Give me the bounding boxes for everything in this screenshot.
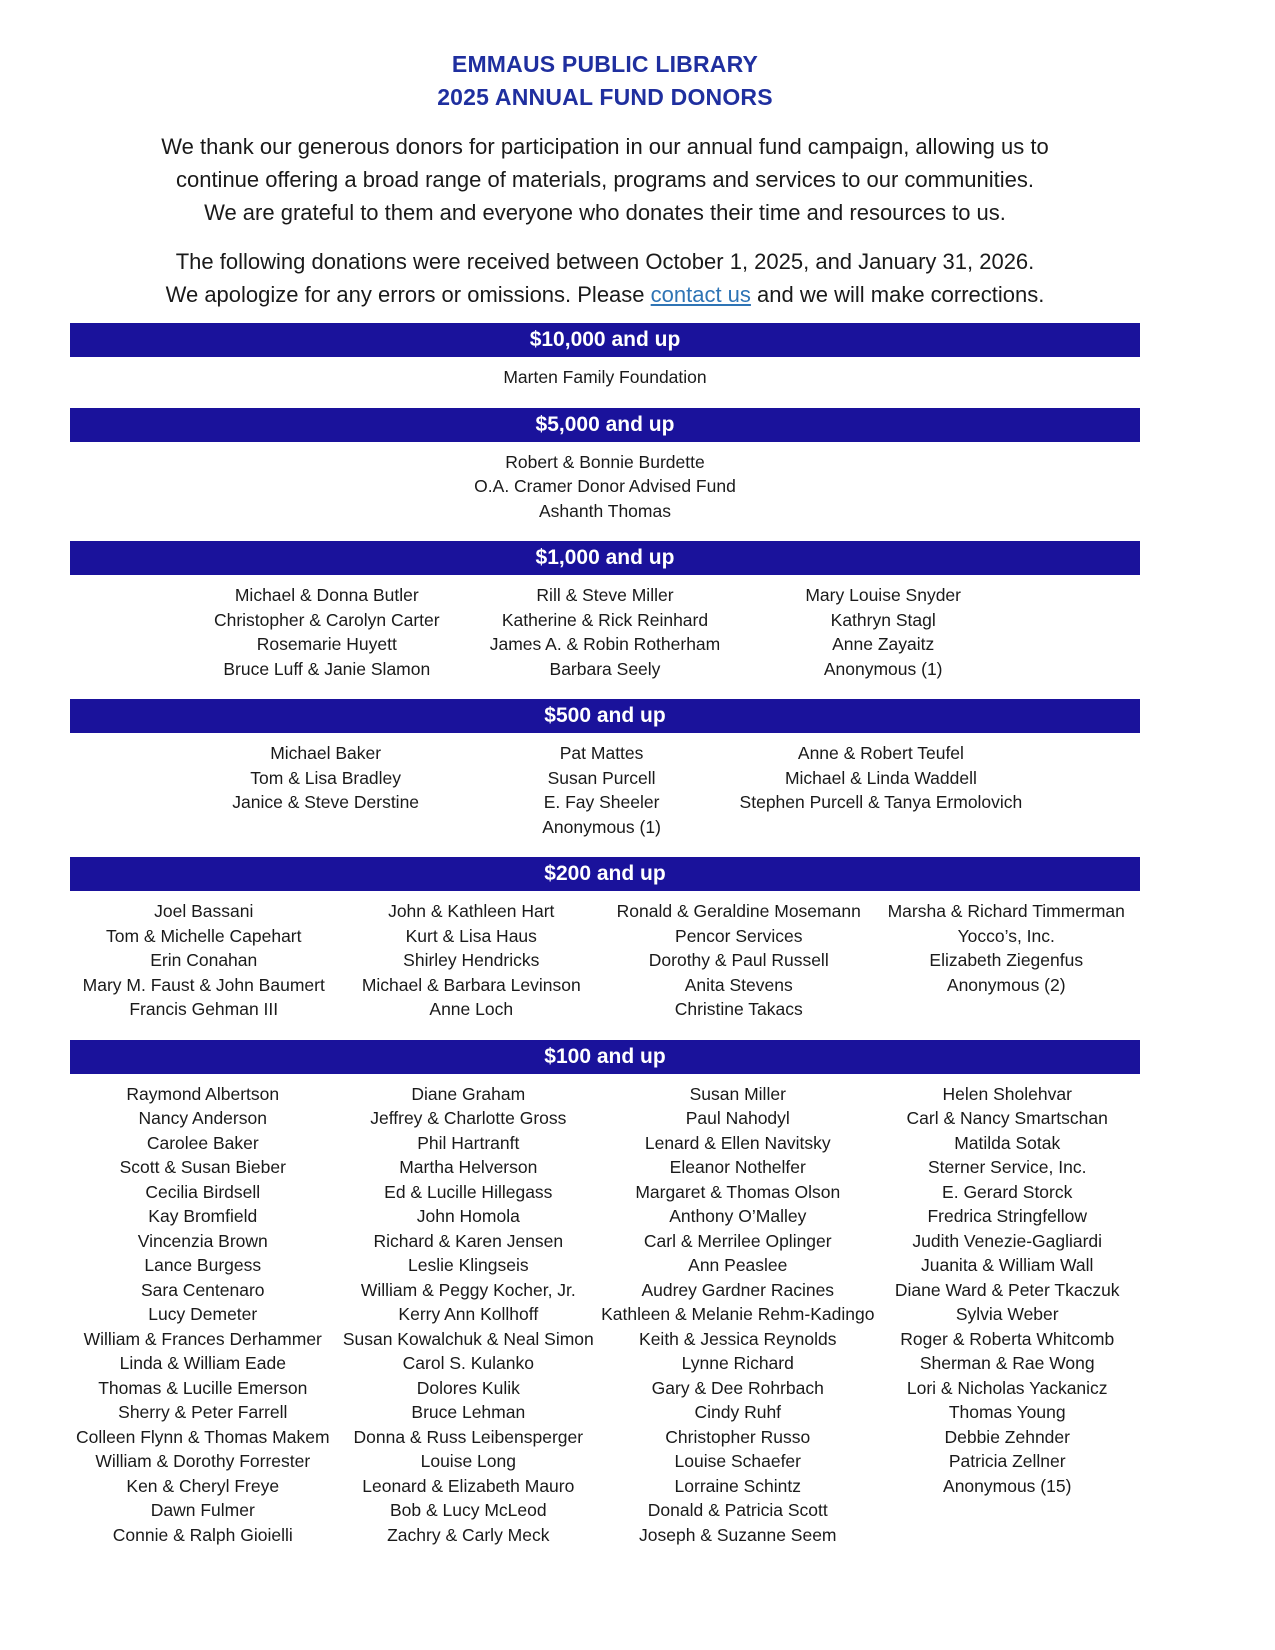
section-banner: [70, 1040, 1140, 1074]
donor-name: Lenard & Ellen Navitsky: [644, 1132, 831, 1153]
page-title-line1: EMMAUS PUBLIC LIBRARY: [451, 51, 759, 77]
donor-column: [873, 899, 1141, 1022]
donor-name: Kurt & Lisa Haus: [405, 925, 537, 946]
donor-name: O.A. Cramer Donor Advised Fund: [474, 476, 736, 496]
donor-column: [188, 583, 466, 681]
donor-name: Rill & Steve Miller: [536, 585, 674, 605]
donor-name: Linda & William Eade: [119, 1353, 286, 1373]
donor-name: Stephen Purcell & Tanya Ermolovich: [739, 792, 1023, 812]
donor-name: Joel Bassani: [154, 901, 254, 921]
donor-name: Kathleen & Melanie Rehm-Kadingo: [601, 1304, 875, 1324]
donor-name: Carol S. Kulanko: [402, 1353, 534, 1373]
section-banner-label: $10,000 and up: [529, 328, 681, 351]
section-banner-label: $500 and up: [544, 704, 666, 727]
donor-name: Colleen Flynn & Thomas Makem: [76, 1426, 330, 1447]
donor-name: Sara Centenaro: [140, 1279, 265, 1300]
donor-name: Carolee Baker: [146, 1132, 259, 1153]
donor-name: Lori & Nicholas Yackanicz: [906, 1377, 1108, 1398]
donor-name: Michael & Barbara Levinson: [361, 974, 581, 995]
donor-name: Leslie Klingseis: [407, 1255, 529, 1275]
donor-name: Thomas & Lucille Emerson: [98, 1377, 308, 1398]
donor-name: Carl & Nancy Smartschan: [906, 1108, 1108, 1128]
intro-line-2: continue offering a broad range of materials, programs and services to our communities.: [175, 167, 1035, 192]
donor-name: Anthony O’Malley: [669, 1206, 807, 1226]
donor-name: Susan Purcell: [547, 767, 656, 788]
donor-name: Christine Takacs: [674, 999, 803, 1019]
donor-name: Audrey Gardner Racines: [641, 1279, 835, 1300]
donor-name: Francis Gehman III: [129, 999, 279, 1019]
donor-name: Louise Schaefer: [674, 1451, 801, 1471]
section-banner-label: $100 and up: [544, 1044, 666, 1068]
donor-name: Patricia Zellner: [948, 1451, 1066, 1471]
donor-name: William & Frances Derhammer: [83, 1328, 322, 1349]
donor-name: Kay Bromfield: [148, 1206, 258, 1226]
donor-section: [70, 1040, 1140, 1554]
donor-name: Kathryn Stagl: [830, 609, 936, 630]
donor-name: Sterner Service, Inc.: [927, 1157, 1087, 1177]
donor-name: Bob & Lucy McLeod: [389, 1500, 547, 1520]
donor-name: E. Gerard Storck: [942, 1181, 1073, 1202]
dates-line-2: [70, 278, 1140, 311]
section-banner: [70, 323, 1140, 357]
donor-column: [188, 741, 464, 839]
donor-name: Bruce Luff & Janie Slamon: [223, 658, 431, 679]
donor-name: Donald & Patricia Scott: [647, 1500, 828, 1520]
donor-name: Helen Sholehvar: [942, 1083, 1072, 1104]
donor-name: Raymond Albertson: [126, 1083, 280, 1104]
donor-section: [70, 323, 1140, 396]
donor-name: Ken & Cheryl Freye: [126, 1475, 280, 1496]
donor-columns: [188, 575, 1023, 687]
donor-columns: [70, 1074, 1140, 1554]
donor-name: Christopher & Carolyn Carter: [213, 609, 440, 630]
donor-name: Kerry Ann Kollhoff: [398, 1304, 539, 1324]
donor-name: Diane Graham: [411, 1083, 526, 1104]
section-banner: [70, 408, 1140, 442]
donor-sections: [70, 323, 1140, 1553]
donor-name: Anne & Robert Teufel: [797, 743, 964, 763]
donor-name: Susan Miller: [689, 1083, 786, 1104]
donor-name: Martha Helverson: [399, 1157, 538, 1177]
donor-name: Sherry & Peter Farrell: [118, 1402, 288, 1422]
donor-name: William & Peggy Kocher, Jr.: [360, 1279, 576, 1300]
donor-name: John Homola: [416, 1206, 520, 1226]
donor-name: Cindy Ruhf: [694, 1402, 782, 1422]
donor-name: Margaret & Thomas Olson: [635, 1181, 841, 1202]
donor-name: Yocco’s, Inc.: [957, 925, 1055, 946]
donor-name: Zachry & Carly Meck: [387, 1524, 550, 1545]
donor-name: Mary Louise Snyder: [805, 585, 961, 605]
donor-name: Ronald & Geraldine Mosemann: [616, 901, 861, 921]
intro-line-3: We are grateful to them and everyone who donates their time and resources to us.: [204, 200, 1006, 225]
donor-name: Donna & Russ Leibensperger: [353, 1426, 584, 1447]
donor-column: [744, 583, 1022, 681]
page-title: [70, 48, 1140, 114]
donor-name: Gary & Dee Rohrbach: [651, 1377, 824, 1398]
donor-columns: [70, 442, 1140, 530]
donor-name: Sherman & Rae Wong: [919, 1353, 1095, 1373]
donor-name: Tom & Michelle Capehart: [106, 925, 302, 946]
donor-section: [70, 541, 1140, 687]
donor-name: Lance Burgess: [144, 1255, 262, 1275]
donor-column: [464, 741, 740, 839]
donor-name: Mary M. Faust & John Baumert: [82, 974, 325, 995]
dates-line-2-before: We apologize for any errors or omissions. Please: [165, 282, 651, 307]
donor-name: Michael & Donna Butler: [234, 585, 419, 605]
donor-column: [336, 1082, 602, 1548]
donor-name: Anne Zayaitz: [832, 634, 935, 654]
section-banner-label: $200 and up: [544, 862, 666, 885]
donor-name: Janice & Steve Derstine: [232, 792, 420, 812]
donor-name: Michael Baker: [270, 743, 382, 763]
donor-name: Nancy Anderson: [138, 1108, 267, 1128]
donor-name: Judith Venezie-Gagliardi: [912, 1230, 1103, 1251]
donor-name: Matilda Sotak: [954, 1132, 1061, 1153]
donor-name: Anonymous (1): [542, 816, 661, 837]
contact-us-link[interactable]: contact us: [650, 282, 751, 307]
donor-name: Lynne Richard: [681, 1353, 794, 1373]
page-title-line2: 2025 ANNUAL FUND DONORS: [437, 84, 773, 110]
donor-name: Sylvia Weber: [955, 1304, 1059, 1324]
donor-name: Thomas Young: [948, 1402, 1066, 1422]
donor-name: Scott & Susan Bieber: [119, 1157, 286, 1177]
donor-name: Ed & Lucille Hillegass: [384, 1181, 553, 1202]
donor-name: Keith & Jessica Reynolds: [639, 1328, 837, 1349]
donor-name: William & Dorothy Forrester: [95, 1451, 311, 1471]
section-banner: [70, 541, 1140, 575]
donor-column: [70, 1082, 336, 1548]
section-banner-label: $1,000 and up: [535, 546, 675, 569]
donor-name: Anonymous (15): [943, 1475, 1072, 1496]
donor-name: John & Kathleen Hart: [388, 901, 555, 921]
donor-name: Elizabeth Ziegenfus: [929, 950, 1084, 970]
section-banner: [70, 699, 1140, 733]
donor-name: Anita Stevens: [684, 974, 793, 995]
donor-name: Diane Ward & Peter Tkaczuk: [894, 1279, 1120, 1300]
donor-name: Pencor Services: [675, 925, 803, 946]
donor-name: Anonymous (1): [823, 658, 943, 679]
donor-column: [338, 899, 606, 1022]
donor-column: [70, 899, 338, 1022]
donor-name: Debbie Zehnder: [944, 1426, 1070, 1447]
donor-column: [874, 1082, 1140, 1548]
donor-name: Pat Mattes: [559, 743, 644, 763]
donor-column: [70, 365, 1140, 390]
donor-name: Erin Conahan: [150, 950, 258, 970]
donor-name: Leonard & Elizabeth Mauro: [362, 1475, 575, 1496]
donor-column: [740, 741, 1023, 839]
donor-name: Susan Kowalchuk & Neal Simon: [342, 1328, 594, 1349]
dates-line-1: The following donations were received between October 1, 2025, and January 31, 2026.: [175, 249, 1035, 274]
donor-name: Joseph & Suzanne Seem: [639, 1524, 837, 1545]
donor-name: Dolores Kulik: [416, 1377, 520, 1398]
donor-name: Marten Family Foundation: [503, 367, 707, 387]
donor-name: Roger & Roberta Whitcomb: [900, 1328, 1115, 1349]
donor-name: Ann Peaslee: [688, 1255, 788, 1275]
donor-name: Anne Loch: [429, 999, 514, 1019]
donor-name: Paul Nahodyl: [685, 1108, 790, 1128]
donor-name: Phil Hartranft: [417, 1132, 520, 1153]
donor-name: Robert & Bonnie Burdette: [505, 451, 705, 472]
donor-column: [605, 899, 873, 1022]
donor-name: Jeffrey & Charlotte Gross: [370, 1108, 567, 1128]
donor-name: Bruce Lehman: [411, 1402, 526, 1422]
donor-columns: [70, 891, 1140, 1028]
donor-name: Marsha & Richard Timmerman: [887, 901, 1125, 921]
section-banner: [70, 857, 1140, 891]
donor-name: Dawn Fulmer: [150, 1500, 255, 1520]
donor-name: Vincenzia Brown: [137, 1230, 268, 1251]
donor-name: E. Fay Sheeler: [543, 792, 660, 812]
dates-line-2-after: and we will make corrections.: [750, 282, 1045, 307]
intro-line-1: We thank our generous donors for participation in our annual fund campaign, allowing us to: [161, 134, 1049, 159]
donor-name: Carl & Merrilee Oplinger: [643, 1230, 832, 1251]
donor-column: [70, 450, 1140, 524]
dates-paragraph: [70, 245, 1140, 311]
donor-name: Connie & Ralph Gioielli: [112, 1524, 293, 1545]
intro-paragraph: [70, 130, 1140, 229]
donor-name: Michael & Linda Waddell: [784, 767, 977, 788]
donor-name: Rosemarie Huyett: [256, 634, 397, 654]
donor-name: Shirley Hendricks: [403, 950, 540, 970]
donor-name: Cecilia Birdsell: [145, 1181, 261, 1202]
donor-name: Christopher Russo: [665, 1426, 811, 1447]
section-banner-label: $5,000 and up: [535, 412, 675, 436]
donor-name: Eleanor Nothelfer: [669, 1157, 806, 1177]
donor-name: Anonymous (2): [946, 974, 1066, 995]
donor-name: Katherine & Rick Reinhard: [501, 609, 709, 630]
donor-section: [70, 857, 1140, 1028]
donor-name: Lorraine Schintz: [674, 1475, 801, 1496]
donor-name: Richard & Karen Jensen: [373, 1230, 564, 1251]
donor-section: [70, 408, 1140, 530]
donor-name: Dorothy & Paul Russell: [648, 950, 829, 970]
donor-name: Barbara Seely: [549, 658, 661, 679]
donor-name: Ashanth Thomas: [539, 500, 671, 521]
donor-column: [466, 583, 744, 681]
donor-name: Tom & Lisa Bradley: [250, 767, 402, 788]
donor-name: James A. & Robin Rotherham: [489, 634, 721, 654]
donor-column: [601, 1082, 874, 1548]
donor-name: Lucy Demeter: [148, 1304, 258, 1324]
donor-columns: [70, 357, 1140, 396]
donor-name: Louise Long: [420, 1451, 516, 1471]
donor-name: Fredrica Stringfellow: [927, 1206, 1087, 1226]
donor-section: [70, 699, 1140, 845]
donor-columns: [188, 733, 1023, 845]
donor-name: Juanita & William Wall: [920, 1255, 1094, 1275]
